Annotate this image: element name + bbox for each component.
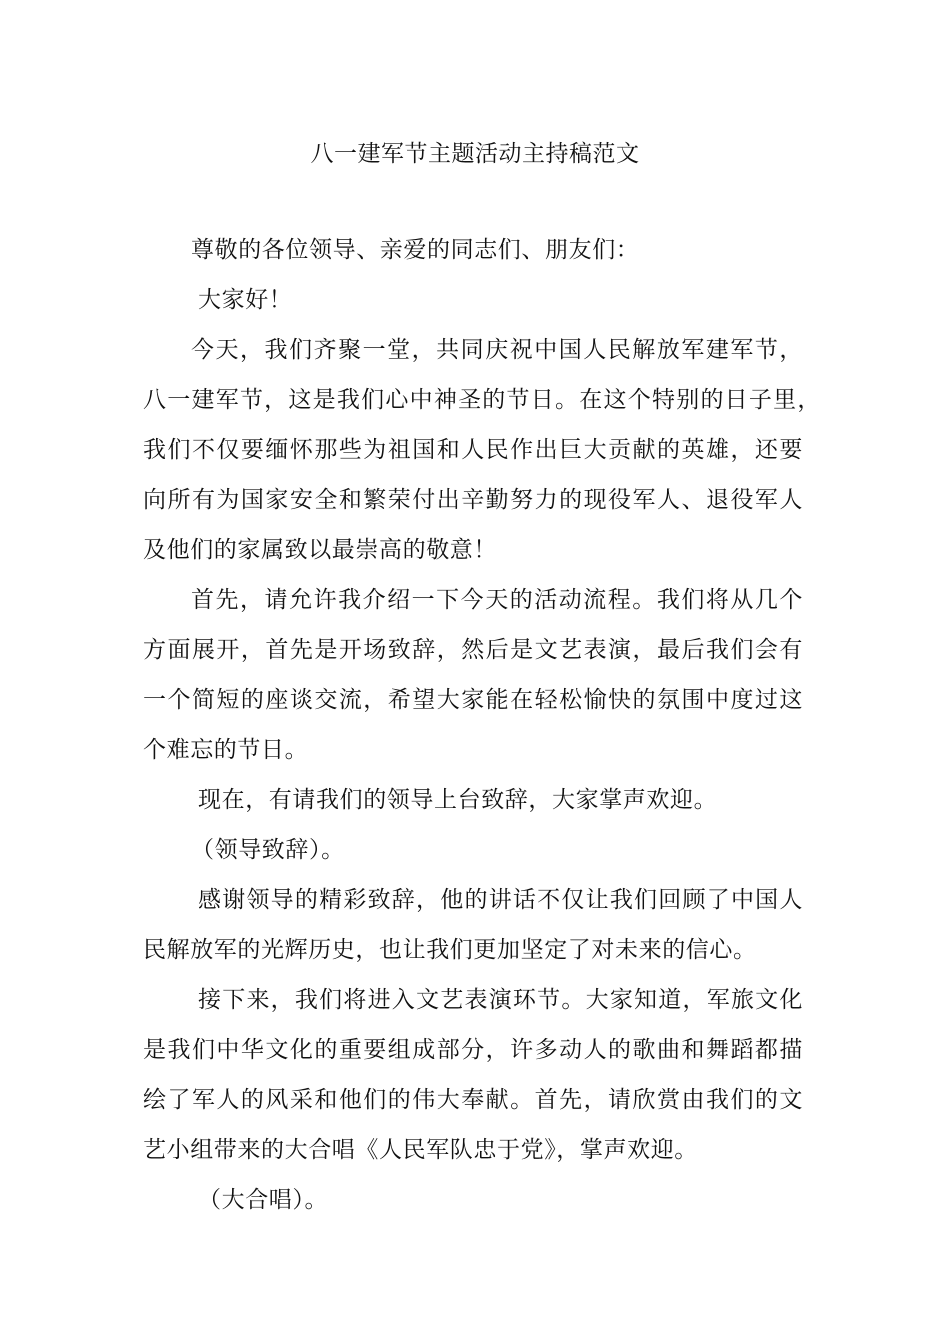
- greeting-line: 大家好！: [198, 287, 293, 313]
- paragraph-line: 方面展开，首先是开场致辞，然后是文艺表演，最后我们会有: [143, 637, 803, 663]
- stage-direction: （大合唱）。: [198, 1187, 329, 1213]
- paragraph-line: 及他们的家属致以最崇高的敬意！: [143, 537, 497, 563]
- paragraph-line: 绘了军人的风采和他们的伟大奉献。首先，请欣赏由我们的文: [143, 1087, 803, 1113]
- paragraph-line: 我们不仅要缅怀那些为祖国和人民作出巨大贡献的英雄，还要: [143, 437, 803, 463]
- paragraph-line: 现在，有请我们的领导上台致辞，大家掌声欢迎。: [198, 787, 718, 813]
- paragraph-line: 民解放军的光辉历史，也让我们更加坚定了对未来的信心。: [143, 937, 757, 963]
- paragraph-line: 是我们中华文化的重要组成部分，许多动人的歌曲和舞蹈都描: [143, 1037, 803, 1063]
- paragraph-line: 艺小组带来的大合唱《人民军队忠于党》，掌声欢迎。: [143, 1137, 698, 1163]
- paragraph-line: 一个简短的座谈交流，希望大家能在轻松愉快的氛围中度过这: [143, 687, 803, 713]
- paragraph-line: 八一建军节，这是我们心中神圣的节日。在这个特别的日子里，: [143, 387, 821, 413]
- paragraph-line: 接下来，我们将进入文艺表演环节。大家知道，军旅文化: [198, 987, 803, 1013]
- salutation-line: 尊敬的各位领导、亲爱的同志们、朋友们：: [191, 237, 640, 263]
- document-title: 八一建军节主题活动主持稿范文: [310, 141, 640, 167]
- paragraph-line: 向所有为国家安全和繁荣付出辛勤努力的现役军人、退役军人: [143, 487, 803, 513]
- paragraph-line: 今天，我们齐聚一堂，共同庆祝中国人民解放军建军节，: [191, 337, 803, 363]
- paragraph-line: 首先，请允许我介绍一下今天的活动流程。我们将从几个: [191, 587, 803, 613]
- paragraph-line: 感谢领导的精彩致辞，他的讲话不仅让我们回顾了中国人: [198, 887, 803, 913]
- stage-direction: （领导致辞）。: [191, 837, 345, 863]
- paragraph-line: 个难忘的节日。: [143, 737, 309, 763]
